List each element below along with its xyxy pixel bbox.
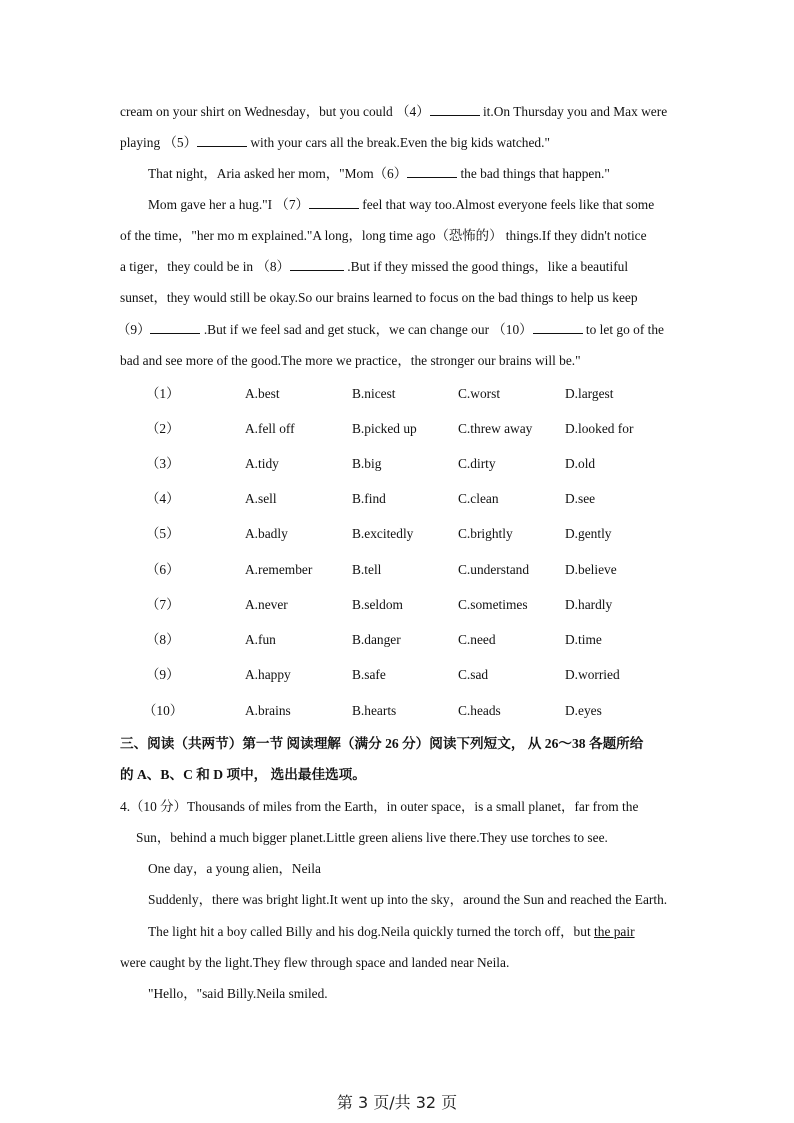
option-row [0,631,794,649]
option-d: D.eyes [565,703,602,718]
passage-text: playing （5） [120,135,197,150]
option-a: A.remember [245,562,313,577]
passage-line [148,196,654,214]
section-instruction: 的 A、B、C 和 D 项中， 选出最佳选项。 [120,767,366,782]
option-c: C.sad [458,667,489,682]
passage-line: Suddenly，there was bright light.It went up into the sky，around the Sun and reached the Earth. [148,892,668,907]
passage-line [120,134,550,152]
option-d: D.largest [565,386,614,401]
answer-blank-8 [290,258,344,271]
option-a: A.happy [245,667,291,682]
passage-text: to let go of the [582,322,664,337]
option-row [0,420,794,438]
passage-text: cream on your shirt on Wednesday，but you could （4） [120,104,430,119]
passage-text: .But if they missed the good things，like a beautiful [343,259,629,274]
option-b: B.picked up [352,421,417,436]
passage-text: That night，Aria asked her mom，"Mom（6） [148,166,408,181]
passage-line [120,103,667,121]
section-heading: 三、阅读（共两节）第一节 阅读理解（满分 26 分）阅读下列短文， 从 26～38 各题所给 [120,736,644,751]
passage-text: （9） [117,322,151,337]
option-a: A.brains [245,703,291,718]
passage-line: "Hello，"said Billy.Neila smiled. [148,986,328,1001]
question-number: （7） [146,597,180,612]
option-d: D.hardly [565,597,613,612]
answer-blank-9 [150,321,200,334]
passage-text: .But if we feel sad and get stuck，we can change our （10） [200,322,533,337]
option-row [0,490,794,508]
option-d: D.worried [565,667,620,682]
answer-blank-5 [197,134,247,147]
option-c: C.understand [458,562,530,577]
option-a: A.never [245,597,288,612]
passage-text: a tiger，they could be in （8） [120,259,290,274]
option-a: A.sell [245,491,277,506]
option-c: C.worst [458,386,501,401]
option-b: B.seldom [352,597,403,612]
option-b: B.nicest [352,386,396,401]
passage-line: of the time，"her mo m explained."A long，long time ago（恐怖的） things.If they didn't notice [120,228,647,243]
answer-blank-4 [430,103,480,116]
option-row [0,561,794,579]
question-number: （2） [146,421,180,436]
option-c: C.threw away [458,421,533,436]
option-d: D.believe [565,562,617,577]
option-d: D.looked for [565,421,634,436]
question-stem: 4.（10 分）Thousands of miles from the Earth，in outer space，is a small planet，far from the [120,799,639,814]
passage-line [120,258,628,276]
option-b: B.big [352,456,382,471]
option-c: C.clean [458,491,499,506]
question-number: （10） [143,703,184,718]
option-row [0,385,794,403]
passage-line: One day，a young alien，Neila [148,861,321,876]
question-number: （8） [146,632,180,647]
passage-text: with your cars all the break.Even the big kids watched." [247,135,550,150]
passage-text: The light hit a boy called Billy and his dog.Neila quickly turned the torch off，but [148,924,595,939]
option-c: C.sometimes [458,597,528,612]
option-d: D.see [565,491,596,506]
passage-line [117,321,664,339]
option-a: A.fell off [245,421,295,436]
option-c: C.dirty [458,456,496,471]
question-number: （3） [146,456,180,471]
passage-line: were caught by the light.They flew through space and landed near Neila. [120,955,510,970]
option-a: A.fun [245,632,276,647]
passage-line [148,165,610,183]
option-b: B.tell [352,562,382,577]
question-number: （1） [146,386,180,401]
option-b: B.safe [352,667,386,682]
question-number: （6） [146,562,180,577]
option-row [0,666,794,684]
option-d: D.gently [565,526,612,541]
option-a: A.tidy [245,456,279,471]
passage-line: Sun，behind a much bigger planet.Little green aliens live there.They use torches to see. [136,830,608,845]
answer-blank-10 [533,321,583,334]
passage-text: the bad things that happen." [457,166,610,181]
option-b: B.hearts [352,703,397,718]
passage-line [148,923,635,941]
option-row [0,702,794,720]
option-c: C.need [458,632,496,647]
option-b: B.danger [352,632,401,647]
option-a: A.badly [245,526,288,541]
answer-blank-7 [309,196,359,209]
option-a: A.best [245,386,280,401]
passage-line: bad and see more of the good.The more we practice，the stronger our brains will be." [120,353,581,368]
question-number: （4） [146,491,180,506]
passage-text: feel that way too.Almost everyone feels like that some [358,197,655,212]
option-b: B.find [352,491,386,506]
answer-blank-6 [407,165,457,178]
passage-text: it.On Thursday you and Max were [479,104,668,119]
option-d: D.time [565,632,602,647]
option-d: D.old [565,456,596,471]
option-c: C.brightly [458,526,513,541]
option-row [0,525,794,543]
question-number: （9） [146,667,180,682]
underlined-phrase: the pair [594,924,635,939]
question-number: （5） [146,526,180,541]
option-c: C.heads [458,703,501,718]
option-b: B.excitedly [352,526,414,541]
passage-text: Mom gave her a hug."I （7） [148,197,309,212]
page-number: 第 3 页/共 32 页 [336,1093,458,1112]
option-row [0,596,794,614]
option-row [0,455,794,473]
passage-line: sunset，they would still be okay.So our brains learned to focus on the bad things to help us keep [120,290,638,305]
